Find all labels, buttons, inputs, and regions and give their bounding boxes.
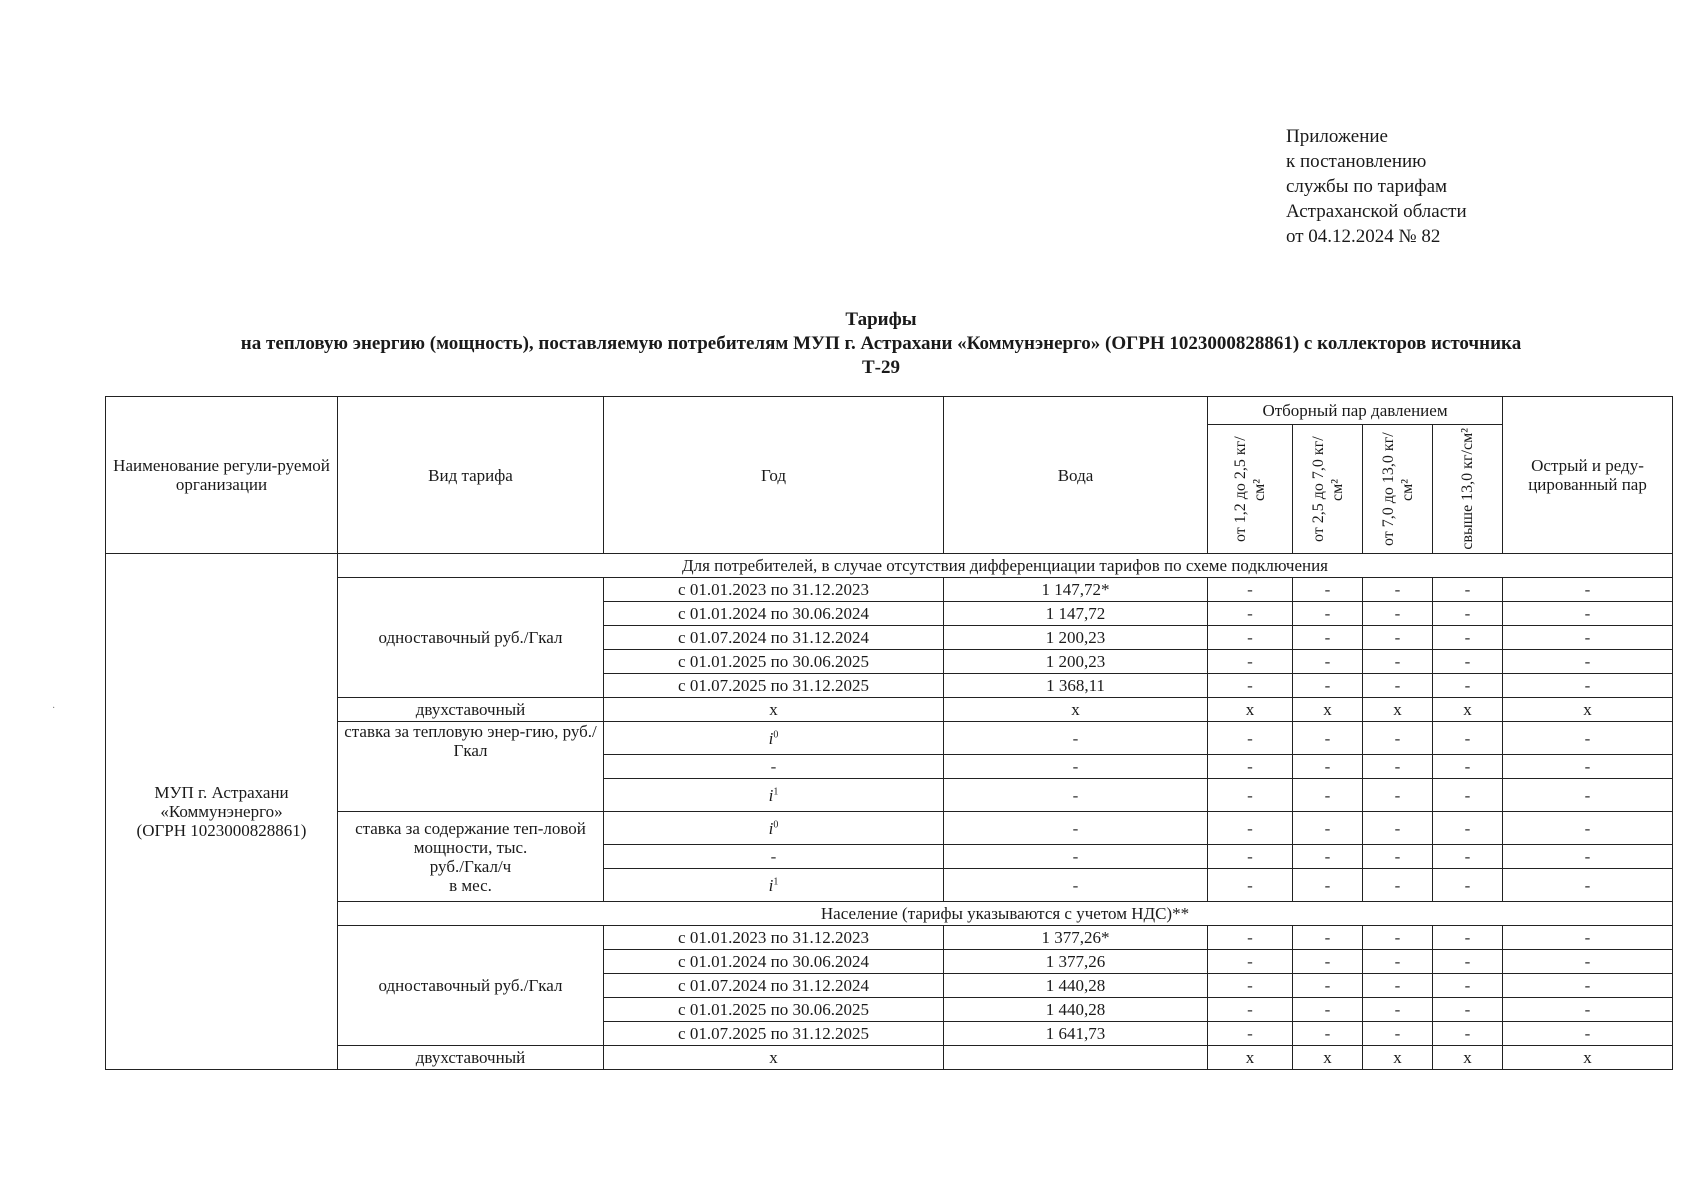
dash-cell: -	[1503, 812, 1673, 845]
org-name-line: МУП г. Астрахани	[154, 783, 289, 802]
x-cell: x	[1503, 1046, 1673, 1070]
dash-cell: -	[1208, 755, 1293, 779]
dash-cell: -	[1433, 674, 1503, 698]
appendix-line: к постановлению	[1286, 151, 1427, 172]
dash-cell: -	[1363, 845, 1433, 869]
period-cell: с 01.01.2024 по 30.06.2024	[604, 950, 944, 974]
table-row	[106, 578, 1673, 602]
empty-cell	[944, 1046, 1208, 1070]
dash-cell: -	[1363, 578, 1433, 602]
dash-cell: -	[1293, 974, 1363, 998]
x-cell: x	[1293, 1046, 1363, 1070]
dash-cell: -	[1293, 779, 1363, 812]
stray-mark: ·	[52, 703, 56, 714]
dash-cell: -	[1208, 674, 1293, 698]
dash-cell: -	[1293, 602, 1363, 626]
header-steam-1	[1208, 425, 1293, 554]
org-name-line: «Коммунэнерго»	[160, 802, 283, 821]
dash-cell: -	[1503, 950, 1673, 974]
dash-cell: -	[944, 812, 1208, 845]
dash-cell: -	[1363, 674, 1433, 698]
title-line-1: Тарифы	[845, 309, 917, 330]
dash-cell: -	[1363, 998, 1433, 1022]
dash-cell: -	[1503, 779, 1673, 812]
dash-cell: -	[1208, 1022, 1293, 1046]
period-cell: с 01.01.2023 по 31.12.2023	[604, 578, 944, 602]
dash-cell: -	[1208, 578, 1293, 602]
dash-cell: -	[1433, 950, 1503, 974]
period-cell: с 01.01.2025 по 30.06.2025	[604, 650, 944, 674]
dash-cell: -	[1363, 722, 1433, 755]
dash-cell: -	[1433, 779, 1503, 812]
dash-cell: -	[1293, 626, 1363, 650]
period-cell: с 01.07.2024 по 31.12.2024	[604, 626, 944, 650]
header-steam-2	[1293, 425, 1363, 554]
header-steam-3-label: от 7,0 до 13,0 кг/см²	[1379, 432, 1416, 546]
water-value: 1 377,26*	[944, 926, 1208, 950]
dash-cell: -	[1433, 626, 1503, 650]
dash-cell: -	[1293, 812, 1363, 845]
dash-cell: -	[1208, 974, 1293, 998]
i-sup: 1	[773, 785, 779, 797]
dash-cell: -	[1433, 998, 1503, 1022]
dash-cell: -	[1433, 755, 1503, 779]
water-value: 1 440,28	[944, 974, 1208, 998]
x-cell: x	[1293, 698, 1363, 722]
dash-cell: -	[604, 755, 944, 779]
capacity-rate-label	[338, 812, 604, 902]
water-value: 1 147,72*	[944, 578, 1208, 602]
dash-cell: -	[1503, 626, 1673, 650]
i-sup: 0	[773, 728, 779, 740]
period-cell: с 01.07.2024 по 31.12.2024	[604, 974, 944, 998]
header-steam-1-label: от 1,2 до 2,5 кг/см²	[1232, 436, 1268, 542]
water-value: 1 368,11	[944, 674, 1208, 698]
header-steam-3	[1363, 425, 1433, 554]
header-steam-group: Отборный пар давлением	[1208, 397, 1503, 425]
dash-cell: -	[1503, 998, 1673, 1022]
dash-cell: -	[1208, 926, 1293, 950]
i-sup: 1	[773, 875, 779, 887]
capacity-label-line: ставка за содержание теп-ловой мощности, тыс.	[355, 818, 586, 857]
period-cell	[604, 722, 944, 755]
dash-cell: -	[1363, 1022, 1433, 1046]
dash-cell: -	[1208, 779, 1293, 812]
dash-cell: -	[1208, 626, 1293, 650]
dash-cell: -	[1433, 650, 1503, 674]
dash-cell: -	[1363, 602, 1433, 626]
dash-cell: -	[1503, 974, 1673, 998]
dash-cell: -	[1293, 869, 1363, 902]
dash-cell: -	[1503, 578, 1673, 602]
dash-cell: -	[1503, 722, 1673, 755]
dash-cell: -	[1433, 722, 1503, 755]
dash-cell: -	[1503, 602, 1673, 626]
dash-cell: -	[1293, 578, 1363, 602]
appendix-line: Приложение	[1286, 126, 1388, 147]
dash-cell: -	[1433, 1022, 1503, 1046]
single-rate-label: одноставочный руб./Гкал	[338, 578, 604, 698]
dash-cell: -	[1293, 845, 1363, 869]
x-cell: x	[1433, 698, 1503, 722]
water-value: 1 200,23	[944, 626, 1208, 650]
title-line-2: на тепловую энергию (мощность), поставляемую потребителям МУП г. Астрахани «Коммунэнерго» (ОГРН 1023000828861) с коллекторов источника	[240, 333, 1522, 354]
dash-cell: -	[1293, 755, 1363, 779]
dash-cell: -	[1208, 602, 1293, 626]
document-title	[100, 308, 1662, 380]
period-cell: с 01.07.2025 по 31.12.2025	[604, 674, 944, 698]
single-rate-label: одноставочный руб./Гкал	[338, 926, 604, 1046]
x-cell: x	[604, 1046, 944, 1070]
dash-cell: -	[1363, 926, 1433, 950]
table-row	[106, 926, 1673, 950]
dash-cell: -	[1503, 1022, 1673, 1046]
dash-cell: -	[1503, 845, 1673, 869]
dash-cell: -	[1363, 950, 1433, 974]
header-steam-4	[1433, 425, 1503, 554]
dash-cell: -	[1433, 869, 1503, 902]
table-row	[106, 698, 1673, 722]
x-cell: x	[1208, 698, 1293, 722]
two-rate-label: двухставочный	[338, 1046, 604, 1070]
dash-cell: -	[1363, 779, 1433, 812]
period-cell: с 01.01.2024 по 30.06.2024	[604, 602, 944, 626]
dash-cell: -	[1208, 812, 1293, 845]
dash-cell: -	[1293, 722, 1363, 755]
dash-cell: -	[1293, 926, 1363, 950]
appendix-block	[1286, 124, 1467, 249]
dash-cell: -	[944, 869, 1208, 902]
capacity-label-line: в мес.	[449, 875, 492, 895]
i-symbol: i	[768, 785, 774, 805]
i-sup: 0	[773, 818, 779, 830]
capacity-label-line: руб./Гкал/ч	[429, 856, 512, 876]
two-rate-label: двухставочный	[338, 698, 604, 722]
dash-cell: -	[1363, 650, 1433, 674]
tariffs-table	[105, 396, 1673, 1070]
header-steam-2-label: от 2,5 до 7,0 кг/см²	[1309, 436, 1346, 542]
header-sharp-steam: Острый и реду-цированный пар	[1503, 397, 1673, 554]
table-row	[106, 1046, 1673, 1070]
dash-cell: -	[944, 779, 1208, 812]
period-cell	[604, 869, 944, 902]
org-name-line: (ОГРН 1023000828861)	[136, 821, 307, 840]
dash-cell: -	[1208, 845, 1293, 869]
dash-cell: -	[1363, 869, 1433, 902]
energy-rate-label: ставка за тепловую энер-гию, руб./Гкал	[338, 722, 604, 812]
dash-cell: -	[1208, 722, 1293, 755]
dash-cell: -	[1293, 674, 1363, 698]
x-cell: x	[1363, 698, 1433, 722]
table-row	[106, 722, 1673, 755]
dash-cell: -	[1363, 626, 1433, 650]
appendix-line: Астраханской области	[1286, 201, 1467, 222]
i-symbol: i	[768, 728, 774, 748]
header-row-top	[106, 397, 1673, 425]
i-symbol: i	[768, 875, 774, 895]
period-cell: с 01.07.2025 по 31.12.2025	[604, 1022, 944, 1046]
water-value: 1 440,28	[944, 998, 1208, 1022]
dash-cell: -	[1433, 602, 1503, 626]
period-cell: с 01.01.2025 по 30.06.2025	[604, 998, 944, 1022]
water-value: 1 147,72	[944, 602, 1208, 626]
dash-cell: -	[1433, 812, 1503, 845]
x-cell: x	[604, 698, 944, 722]
dash-cell: -	[944, 845, 1208, 869]
appendix-line: от 04.12.2024 № 82	[1286, 226, 1441, 247]
x-cell: x	[1433, 1046, 1503, 1070]
dash-cell: -	[1293, 650, 1363, 674]
x-cell: x	[1503, 698, 1673, 722]
x-cell: x	[1363, 1046, 1433, 1070]
water-value: 1 377,26	[944, 950, 1208, 974]
dash-cell: -	[1208, 998, 1293, 1022]
period-cell	[604, 812, 944, 845]
dash-cell: -	[1433, 845, 1503, 869]
dash-cell: -	[1503, 650, 1673, 674]
section-title: Для потребителей, в случае отсутствия дифференциации тарифов по схеме подключения	[338, 554, 1673, 578]
dash-cell: -	[1208, 650, 1293, 674]
dash-cell: -	[1363, 812, 1433, 845]
dash-cell: -	[1433, 974, 1503, 998]
period-cell: с 01.01.2023 по 31.12.2023	[604, 926, 944, 950]
dash-cell: -	[1208, 950, 1293, 974]
dash-cell: -	[944, 722, 1208, 755]
i-symbol: i	[768, 818, 774, 838]
section-title: Население (тарифы указываются с учетом НДС)**	[338, 902, 1673, 926]
x-cell: x	[944, 698, 1208, 722]
water-value: 1 641,73	[944, 1022, 1208, 1046]
header-water: Вода	[944, 397, 1208, 554]
appendix-line: службы по тарифам	[1286, 176, 1448, 197]
dash-cell: -	[1503, 926, 1673, 950]
dash-cell: -	[604, 845, 944, 869]
table-row	[106, 812, 1673, 845]
header-org: Наименование регули-руемой организации	[106, 397, 338, 554]
dash-cell: -	[1208, 869, 1293, 902]
dash-cell: -	[1433, 926, 1503, 950]
header-steam-4-label: свыше 13,0 кг/см²	[1459, 428, 1476, 550]
water-value: 1 200,23	[944, 650, 1208, 674]
period-cell	[604, 779, 944, 812]
dash-cell: -	[1293, 950, 1363, 974]
dash-cell: -	[1503, 755, 1673, 779]
dash-cell: -	[1503, 869, 1673, 902]
dash-cell: -	[1363, 974, 1433, 998]
dash-cell: -	[1503, 674, 1673, 698]
dash-cell: -	[1293, 998, 1363, 1022]
section-row-population	[106, 902, 1673, 926]
dash-cell: -	[1363, 755, 1433, 779]
org-name-cell	[106, 554, 338, 1070]
dash-cell: -	[1293, 1022, 1363, 1046]
header-year: Год	[604, 397, 944, 554]
section-row-general	[106, 554, 1673, 578]
header-tariff-type: Вид тарифа	[338, 397, 604, 554]
title-line-3: Т-29	[862, 357, 900, 378]
dash-cell: -	[944, 755, 1208, 779]
x-cell: x	[1208, 1046, 1293, 1070]
dash-cell: -	[1433, 578, 1503, 602]
